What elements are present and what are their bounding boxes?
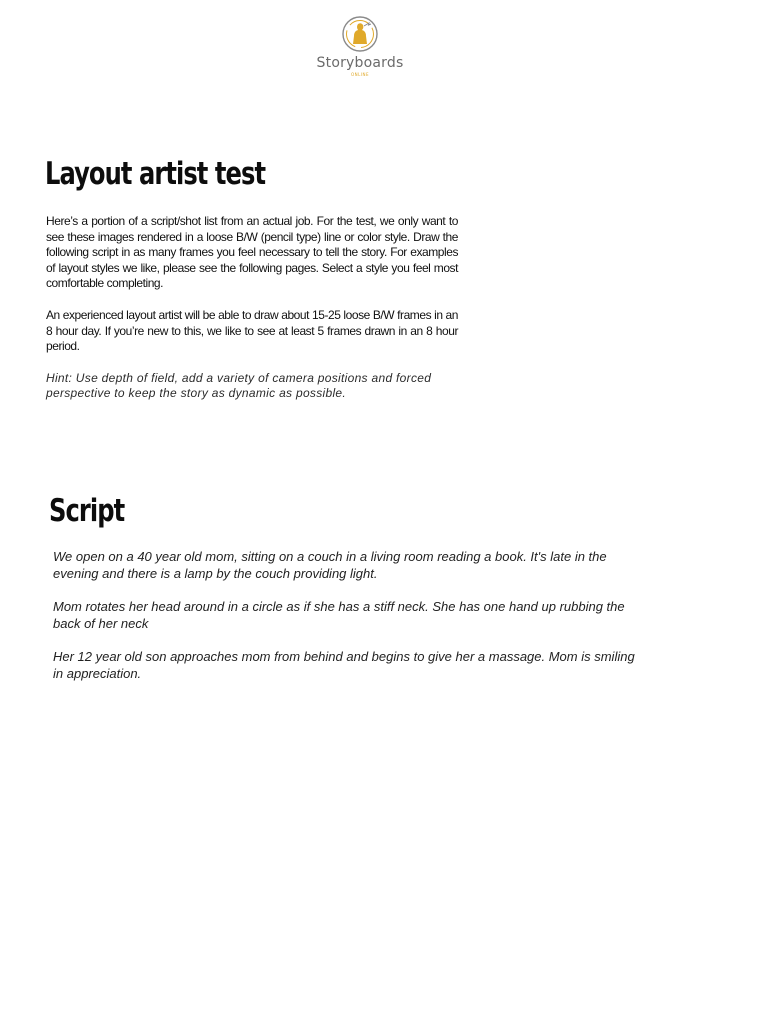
logo-wordmark: Storyboards bbox=[316, 55, 404, 71]
storyboards-logo bbox=[300, 14, 420, 77]
script-paragraph-1: We open on a 40 year old mom, sitting on a couch in a living room reading a book. It's late in the evening and there is a lamp by the couch providing light. bbox=[53, 549, 607, 581]
logo-subtitle: ONLINE bbox=[350, 72, 370, 77]
page-title: Layout artist test bbox=[45, 156, 266, 192]
script-paragraph-3: Her 12 year old son approaches mom from behind and begins to give her a massage. Mom is smiling in appreciation. bbox=[53, 649, 635, 681]
script-section bbox=[53, 548, 643, 698]
hint-paragraph: Hint: Use depth of field, add a variety of camera positions and forced perspective to keep the story as dynamic as possible. bbox=[46, 370, 432, 401]
intro-paragraph-1: Here’s a portion of a script/shot list from an actual job. For the test, we only want to see these images rendered in a loose B/W (pencil type) line or color style. Draw the following script in as many frames you feel necessary to tell the story. For examples of layout styles we like, please see the following pages. Select a style you feel most comfortable completing. bbox=[46, 214, 458, 291]
intro-paragraph-2: An experienced layout artist will be able to draw about 15-25 loose B/W frames in an 8 hour day. If you’re new to this, we like to see at least 5 frames drawn in an 8 hour period. bbox=[46, 307, 458, 354]
storyboards-logo-icon bbox=[340, 14, 380, 54]
script-heading: Script bbox=[49, 493, 125, 529]
script-paragraph-2: Mom rotates her head around in a circle as if she has a stiff neck. She has one hand up rubbing the back of her neck bbox=[53, 599, 625, 631]
intro-section bbox=[46, 214, 458, 418]
